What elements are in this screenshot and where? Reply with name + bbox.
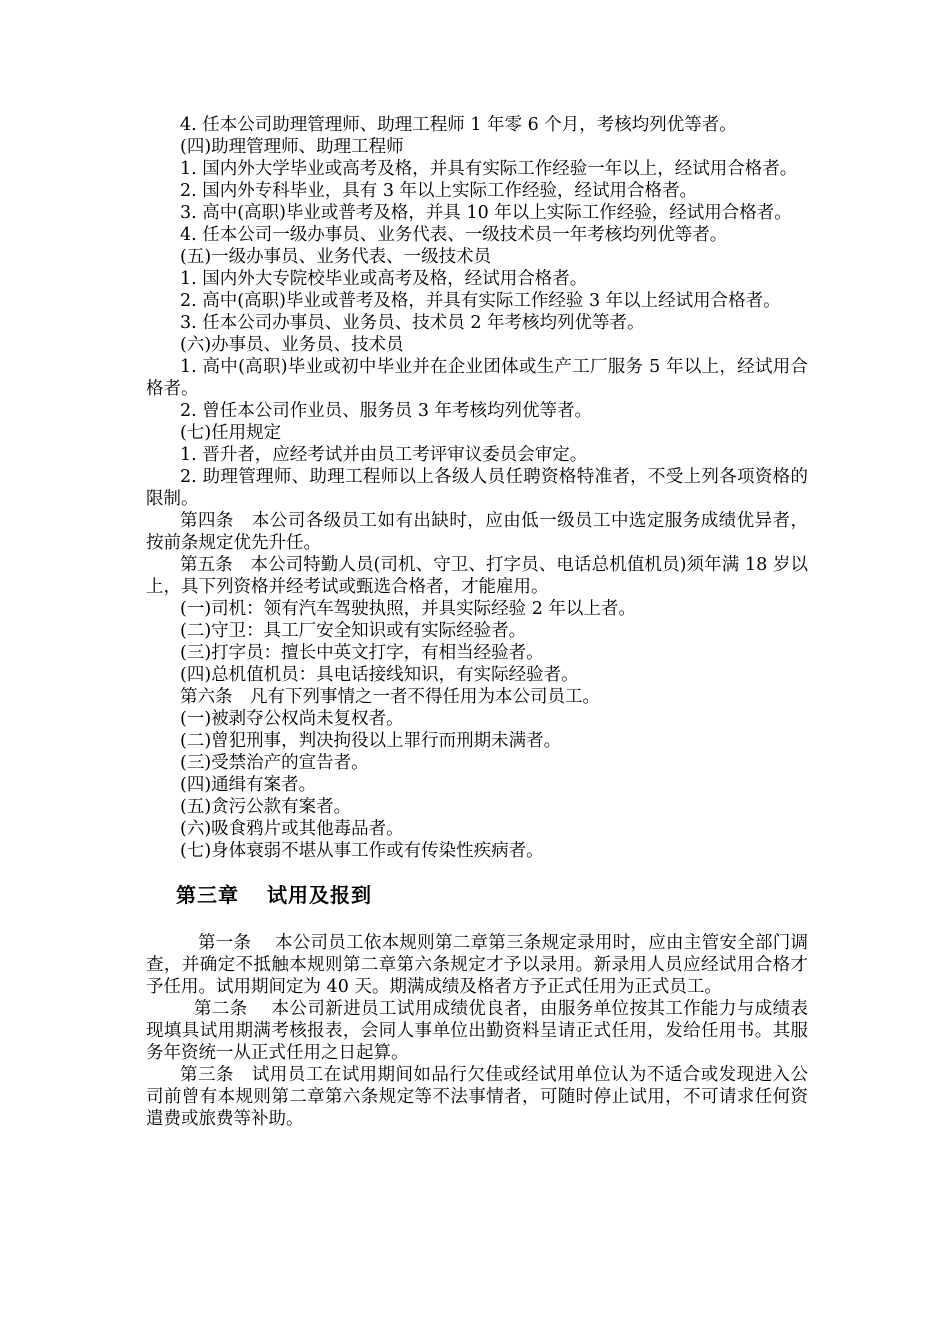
chapter-title: 试用及报到: [267, 883, 372, 907]
paragraph: (一)被剥夺公权尚未复权者。: [180, 709, 404, 729]
paragraph: (四)总机值机员：具电话接线知识，有实际经验者。: [180, 665, 579, 685]
paragraph: (七)任用规定: [180, 423, 282, 443]
chapter-heading: [176, 882, 808, 908]
paragraph: (三)受禁治产的宣告者。: [180, 753, 369, 773]
paragraph: (二)守卫：具工厂安全知识或有实际经验者。: [180, 621, 527, 641]
paragraph: (三)打字员：擅长中英文打字，有相当经验者。: [180, 643, 544, 663]
paragraph: (六)吸食鸦片或其他毒品者。: [180, 819, 404, 839]
paragraph: (五)一级办事员、业务代表、一级技术员: [180, 247, 492, 267]
section-part1: [146, 114, 808, 862]
document-page: [146, 114, 808, 1130]
paragraph: 3. 高中(高职)毕业或普考及格，并具 10 年以上实际工作经验，经试用合格者。: [180, 203, 792, 223]
paragraph: 1. 国内外大学毕业或高考及格，并具有实际工作经验一年以上，经试用合格者。: [180, 159, 798, 179]
paragraph: (二)曾犯刑事，判决拘役以上罪行而刑期未满者。: [180, 731, 562, 751]
paragraph: 第五条 本公司特勤人员(司机、守卫、打字员、电话总机值机员)须年满 18 岁以上，具下列资格并经考试或甄选合格者，才能雇用。: [146, 555, 808, 597]
chapter-number: 第三章: [176, 883, 239, 907]
paragraph: 1. 晋升者，应经考试并由员工考评审议委员会审定。: [180, 445, 588, 465]
paragraph: 3. 任本公司办事员、业务员、技术员 2 年考核均列优等者。: [180, 313, 645, 333]
paragraph: 2. 助理管理师、助理工程师以上各级人员任聘资格特准者，不受上列各项资格的限制。: [146, 467, 808, 509]
section-part2: [146, 932, 808, 1130]
paragraph: (七)身体衰弱不堪从事工作或有传染性疾病者。: [180, 841, 544, 861]
paragraph: 2. 高中(高职)毕业或普考及格，并具有实际工作经验 3 年以上经试用合格者。: [180, 291, 781, 311]
paragraph: 第三条 试用员工在试用期间如品行欠佳或经试用单位认为不适合或发现进入公司前曾有本规则第二章第六条规定等不法事情者，可随时停止试用，不可请求任何资遣费或旅费等补助。: [146, 1065, 808, 1129]
paragraph: 2. 曾任本公司作业员、服务员 3 年考核均列优等者。: [180, 401, 593, 421]
paragraph: 第二条 本公司新进员工试用成绩优良者，由服务单位按其工作能力与成绩表现填具试用期满考核报表，会同人事单位出勤资料呈请正式任用，发给任用书。其服务年资统一从正式任用之日起算。: [146, 999, 808, 1063]
paragraph: 第六条 凡有下列事情之一者不得任用为本公司员工。: [180, 687, 600, 707]
paragraph: 第一条 本公司员工依本规则第二章第三条规定录用时，应由主管安全部门调查，并确定不抵触本规则第二章第六条规定才予以录用。新录用人员应经试用合格才予任用。试用期间定为 40 天。期满成绩及格者方予正式任用为正式员工。: [146, 933, 808, 997]
paragraph: (四)助理管理师、助理工程师: [180, 137, 404, 157]
paragraph: 1. 国内外大专院校毕业或高考及格，经试用合格者。: [180, 269, 588, 289]
paragraph: 2. 国内外专科毕业，具有 3 年以上实际工作经验，经试用合格者。: [180, 181, 698, 201]
paragraph: (一)司机：领有汽车驾驶执照，并具实际经验 2 年以上者。: [180, 599, 636, 619]
paragraph: 4. 任本公司一级办事员、业务代表、一级技术员一年考核均列优等者。: [180, 225, 728, 245]
paragraph: (四)通缉有案者。: [180, 775, 317, 795]
paragraph: 4. 任本公司助理管理师、助理工程师 1 年零 6 个月，考核均列优等者。: [180, 115, 737, 135]
paragraph: (六)办事员、业务员、技术员: [180, 335, 404, 355]
paragraph: 第四条 本公司各级员工如有出缺时，应由低一级员工中选定服务成绩优异者，按前条规定优先升任。: [146, 511, 808, 553]
paragraph: 1. 高中(高职)毕业或初中毕业并在企业团体或生产工厂服务 5 年以上，经试用合格者。: [146, 357, 808, 399]
paragraph: (五)贪污公款有案者。: [180, 797, 352, 817]
